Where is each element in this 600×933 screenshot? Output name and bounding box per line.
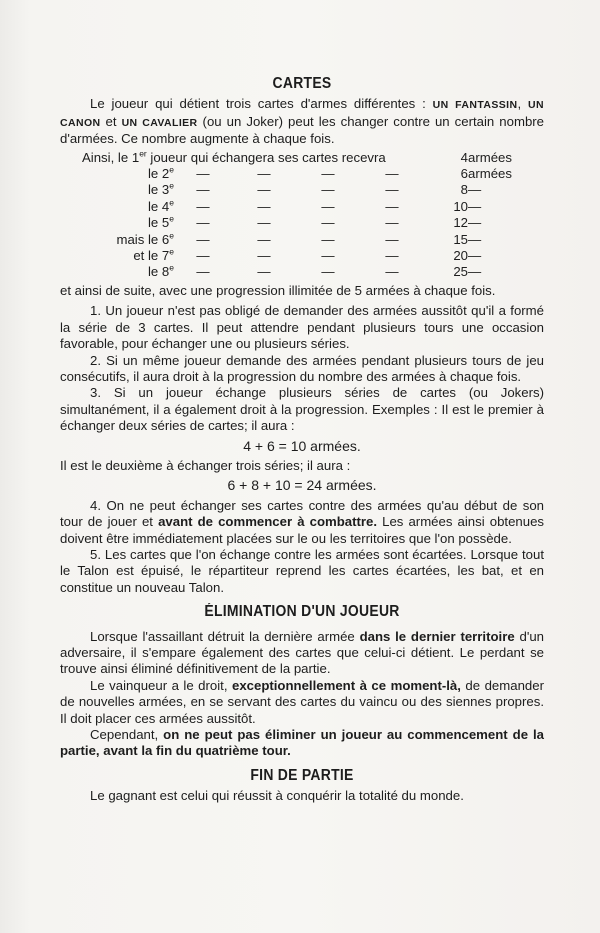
progression-number: 6 [460, 166, 468, 182]
section-title-fin-de-partie: FIN DE PARTIE [250, 766, 354, 784]
progression-number: 20 [453, 248, 468, 264]
progression-dash: — [196, 264, 210, 280]
progression-dash: — [196, 248, 210, 264]
progression-dash: — [321, 264, 335, 280]
unit-cavalier: UN CAVALIER [121, 116, 198, 129]
progression-label: et le 7e [133, 246, 174, 264]
example-equation-1: 4 + 6 = 10 armées. [243, 437, 361, 454]
progression-number: 4 [460, 149, 468, 165]
progression-row [82, 248, 538, 264]
progression-dash: — [321, 215, 335, 231]
elimination-paragraph-1: Lorsque l'assaillant détruit la dernière armée dans le dernier territoire d'un adversaire, il s'empare également des cartes que celui-ci détient. Le perdant se trouve ainsi éliminé définitivement de la partie. [60, 628, 545, 677]
progression-unit: — [468, 215, 482, 231]
progression-row [82, 182, 538, 198]
progression-dash: — [257, 264, 271, 280]
progression-dash: — [385, 215, 399, 231]
progression-label: le 2e [148, 164, 174, 182]
progression-dash: — [321, 248, 335, 264]
progression-dash: — [257, 215, 271, 231]
fin-paragraph: Le gagnant est celui qui réussit à conquérir la totalité du monde. [90, 788, 464, 804]
progression-label: le 4e [148, 197, 174, 214]
progression-dash: — [385, 264, 399, 280]
progression-number: 12 [453, 215, 468, 231]
progression-unit: — [468, 182, 482, 198]
cartes-rule-3: 3. Si un joueur échange plusieurs séries de cartes (ou Jokers) simultanément, il a également droit à la progression. Exemples : Il est le premier à échanger deux séries de cartes; il aura : [60, 385, 544, 434]
cartes-rule-2: 2. Si un même joueur demande des armées pendant plusieurs tours de jeu consécutifs, il aura droit à la progression du nombre des armées à chaque fois. [60, 352, 544, 384]
armies-progression-table [82, 150, 538, 281]
progression-row [82, 264, 538, 280]
progression-dash: — [385, 182, 399, 198]
progression-dash: — [385, 231, 399, 247]
progression-dash: — [196, 215, 210, 231]
progression-unit: — [468, 264, 482, 280]
progression-label: le 5e [148, 213, 174, 231]
progression-dash: — [196, 198, 210, 214]
progression-row [82, 215, 538, 231]
section-title-elimination: ÉLIMINATION D'UN JOUEUR [204, 603, 400, 621]
progression-label: le 8e [148, 263, 174, 280]
progression-label: mais le 6e [116, 230, 174, 247]
progression-row-first: Ainsi, le 1er joueur qui échangera ses cartes recevra 4 armées [82, 150, 538, 166]
cartes-after-table: et ainsi de suite, avec une progression illimitée de 5 armées à chaque fois. [60, 282, 496, 298]
progression-number: 8 [460, 182, 468, 198]
progression-unit: — [468, 231, 482, 247]
progression-dash: — [257, 248, 271, 264]
progression-dash: — [385, 248, 399, 264]
progression-dash: — [385, 166, 399, 182]
progression-dash: — [321, 182, 335, 198]
progression-dash: — [196, 182, 210, 198]
cartes-rule-3-continued: Il est le deuxième à échanger trois séries; il aura : [60, 457, 351, 473]
progression-number: 10 [453, 198, 468, 214]
progression-dash: — [257, 182, 271, 198]
progression-unit: — [468, 248, 482, 264]
progression-dash: — [321, 166, 335, 182]
elimination-paragraph-3: Cependant, on ne peut pas éliminer un joueur au commencement de la partie, avant la fin du quatrième tour. [60, 727, 544, 759]
cartes-intro-paragraph: Le joueur qui détient trois cartes d'armes différentes : UN FANTASSIN, UN CANON et UN CAVALIER (ou un Joker) peut les changer contre un certain nombre d'armées. Ce nombre augmente à chaque fois. [60, 96, 545, 147]
progression-row [82, 232, 538, 248]
progression-dash: — [257, 166, 271, 182]
progression-dash: — [385, 198, 399, 214]
progression-dash: — [196, 231, 210, 247]
progression-row [82, 166, 538, 182]
unit-canon: UN CANON [60, 99, 545, 129]
section-title-cartes: CARTES [272, 75, 332, 92]
progression-dash: — [257, 231, 271, 247]
progression-row [82, 199, 538, 215]
cartes-rule-5: 5. Les cartes que l'on échange contre les armées sont écartées. Lorsque tout le Talon est épuisé, le répartiteur reprend les cartes écartées, les bat, et en constitue un nouveau Talon. [60, 546, 544, 595]
cartes-rule-4: 4. On ne peut échanger ses cartes contre des armées qu'au début de son tour de jouer et avant de commencer à combattre. Les armées ainsi obtenues doivent être immédiatement placées sur le ou les territoires que l'on possède. [60, 497, 544, 546]
progression-number: 25 [453, 264, 468, 280]
cartes-rule-1: 1. Un joueur n'est pas obligé de demander des armées aussitôt qu'il a formé la série de 3 cartes. Il peut attendre pendant plusieurs tours une occasion favorable, pour échanger une ou plusieurs séries. [60, 303, 544, 352]
progression-dash: — [257, 198, 271, 214]
progression-unit: armées [468, 166, 512, 182]
elimination-paragraph-2: Le vainqueur a le droit, exceptionnellement à ce moment-là, de demander de nouvelles armées, en se servant des cartes du vaincu ou des siennes propres. Il doit placer ces armées aussitôt. [60, 677, 544, 726]
progression-dash: — [321, 231, 335, 247]
unit-fantassin: UN FANTASSIN [432, 99, 518, 112]
progression-number: 15 [453, 231, 468, 247]
progression-dash: — [321, 198, 335, 214]
rules-content [60, 76, 544, 805]
progression-unit: — [468, 198, 482, 214]
progression-label: le 3e [148, 181, 174, 198]
example-equation-2: 6 + 8 + 10 = 24 armées. [227, 477, 377, 494]
progression-unit: armées [468, 149, 512, 165]
progression-dash: — [196, 166, 210, 182]
